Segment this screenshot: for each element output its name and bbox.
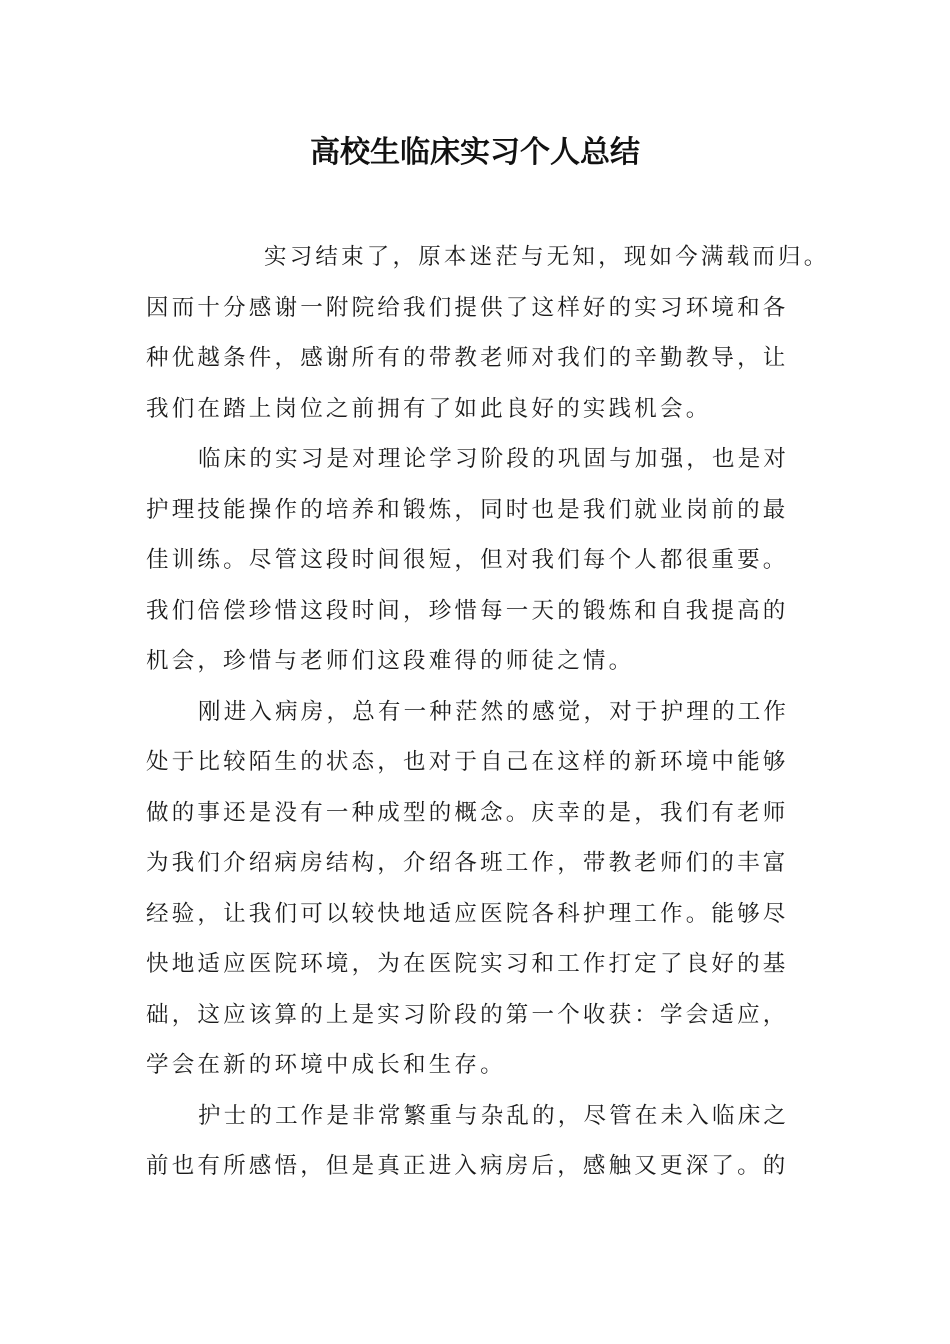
paragraph-line: 为我们介绍病房结构，介绍各班工作，带教老师们的丰富 (146, 850, 789, 876)
paragraph-line: 护士的工作是非常繁重与杂乱的，尽管在未入临床之 (198, 1102, 790, 1129)
paragraph-4 (146, 1091, 816, 1192)
paragraph-line: 前也有所感悟，但是真正进入病房后，感触又更深了。的 (146, 1153, 789, 1179)
paragraph-line: 我们倍偿珍惜这段时间，珍惜每一天的锻炼和自我提高的 (146, 597, 789, 624)
paragraph-line: 护理技能操作的培养和锻炼，同时也是我们就业岗前的最 (146, 496, 789, 523)
paragraph-line: 刚进入病房，总有一种茫然的感觉，对于护理的工作 (198, 698, 790, 725)
paragraph-line: 做的事还是没有一种成型的概念。庆幸的是，我们有老师 (146, 799, 789, 826)
paragraph-1 (146, 232, 830, 434)
paragraph-line: 种优越条件，感谢所有的带教老师对我们的辛勤教导，让 (146, 345, 789, 371)
paragraph-line: 我们在踏上岗位之前拥有了如此良好的实践机会。 (146, 395, 712, 422)
paragraph-line: 经验，让我们可以较快地适应医院各科护理工作。能够尽 (146, 900, 789, 927)
document-body (146, 232, 830, 1192)
paragraph-line: 础，这应该算的上是实习阶段的第一个收获：学会适应， (146, 1001, 789, 1028)
paragraph-line: 实习结束了，原本迷茫与无知，现如今满载而归。 (264, 244, 830, 270)
paragraph-3 (146, 687, 816, 1091)
paragraph-line: 快地适应医院环境，为在医院实习和工作打定了良好的基 (146, 951, 789, 977)
paragraph-2 (146, 434, 816, 687)
paragraph-line: 机会，珍惜与老师们这段难得的师徒之情。 (146, 648, 635, 674)
document-title: 高校生临床实习个人总结 (310, 135, 640, 170)
paragraph-line: 因而十分感谢一附院给我们提供了这样好的实习环境和各 (146, 294, 789, 321)
paragraph-line: 学会在新的环境中成长和生存。 (146, 1052, 506, 1078)
paragraph-line: 处于比较陌生的状态，也对于自己在这样的新环境中能够 (146, 749, 789, 775)
paragraph-line: 临床的实习是对理论学习阶段的巩固与加强，也是对 (198, 446, 790, 472)
paragraph-line: 佳训练。尽管这段时间很短，但对我们每个人都很重要。 (146, 547, 789, 573)
